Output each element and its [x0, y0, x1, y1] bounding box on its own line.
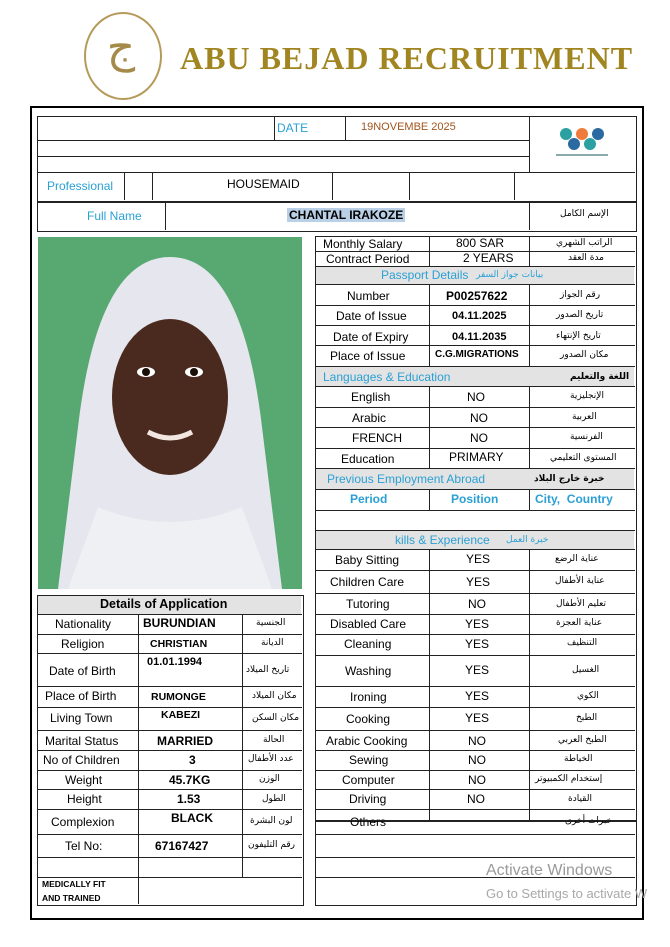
full-name-label-ar: الإسم الكامل	[560, 209, 609, 219]
app-label: No of Children	[43, 753, 120, 767]
salary-label: Monthly Salary	[323, 237, 403, 251]
activate-windows-hint: Go to Settings to activate W	[486, 886, 648, 901]
skill-value: YES	[465, 637, 490, 651]
app-label: Religion	[61, 637, 105, 651]
skill-value: NO	[467, 792, 485, 806]
skill-label-ar: عناية العجزة	[556, 618, 603, 628]
app-value: 45.7KG	[169, 773, 211, 787]
app-label-ar: رقم التليفون	[248, 840, 295, 850]
skill-value: NO	[468, 773, 486, 787]
passport-title: Passport Details	[381, 268, 469, 282]
skill-label-ar: الغسيل	[572, 665, 600, 675]
skill-value: YES	[466, 575, 491, 589]
app-label: Place of Birth	[45, 689, 117, 703]
skill-value: YES	[466, 552, 491, 566]
skill-label: Tutoring	[346, 597, 390, 611]
app-label-ar: الحالة	[263, 735, 285, 745]
arabic-label: Arabic	[352, 411, 387, 425]
app-value: 67167427	[155, 839, 209, 853]
salary-label-ar: الراتب الشهري	[556, 238, 613, 248]
french-label-ar: الفرنسية	[570, 432, 603, 442]
employment-position-header: Position	[451, 492, 499, 506]
app-label: Height	[67, 792, 102, 806]
skill-label-ar: التنظيف	[567, 638, 598, 648]
app-label: Date of Birth	[49, 664, 116, 678]
employment-title-ar: خبرة خارج البلاد	[534, 474, 605, 484]
app-label: Marital Status	[45, 734, 119, 748]
education-label: Education	[341, 452, 395, 466]
skill-label: Computer	[342, 773, 395, 787]
skill-value: NO	[468, 597, 486, 611]
expiry-date-label: Date of Expiry	[333, 330, 409, 344]
skill-label: Children Care	[330, 575, 405, 589]
skill-label-ar: تعليم الأطفال	[556, 599, 607, 609]
skill-label-ar: الكوي	[577, 691, 599, 701]
skill-value: YES	[465, 689, 490, 703]
issue-place-label-ar: مكان الصدور	[560, 350, 609, 360]
app-label-ar: الجنسية	[256, 618, 286, 628]
french-value: NO	[470, 431, 488, 445]
salary-value: 800 SAR	[456, 236, 505, 250]
company-name: ABU BEJAD RECRUITMENT	[180, 40, 634, 76]
skill-label-ar: عناية الأطفال	[555, 576, 605, 586]
activate-windows-watermark: Activate Windows	[486, 862, 613, 879]
skill-value: YES	[465, 617, 490, 631]
skills-title: kills & Experience	[395, 533, 490, 547]
issue-place-value: C.G.MIGRATIONS	[435, 349, 519, 360]
passport-number-value: P00257622	[446, 289, 508, 303]
skill-label: Ironing	[350, 690, 387, 704]
employment-title: Previous Employment Abroad	[327, 472, 486, 486]
languages-title: Languages & Education	[323, 370, 451, 384]
agency-logo-icon	[556, 124, 608, 160]
app-label: Nationality	[55, 617, 112, 631]
english-value: NO	[467, 390, 485, 404]
skill-label: Cleaning	[344, 637, 392, 651]
passport-number-label: Number	[347, 289, 390, 303]
skill-value: YES	[465, 711, 490, 725]
issue-place-label: Place of Issue	[330, 349, 406, 363]
issue-date-value: 04.11.2025	[452, 310, 507, 322]
arabic-value: NO	[470, 411, 488, 425]
passport-number-label-ar: رقم الجواز	[560, 290, 601, 300]
education-value: PRIMARY	[449, 450, 504, 464]
app-label-ar: مكان الميلاد	[252, 691, 297, 701]
issue-date-label: Date of Issue	[336, 309, 407, 323]
candidate-photo	[38, 237, 302, 589]
medical-line-2: AND TRAINED	[42, 893, 101, 903]
english-label: English	[351, 390, 391, 404]
skill-label: Cooking	[346, 712, 391, 726]
date-label: DATE	[277, 121, 309, 135]
french-label: FRENCH	[352, 431, 402, 445]
app-label-ar: الديانة	[261, 638, 284, 648]
app-value: BURUNDIAN	[143, 616, 216, 630]
contract-value: 2 YEARS	[463, 251, 514, 265]
app-value: CHRISTIAN	[150, 638, 208, 650]
professional-value: HOUSEMAID	[227, 177, 300, 191]
app-value: 3	[189, 753, 196, 767]
application-title: Details of Application	[100, 597, 228, 611]
skill-label-ar: الطبخ	[576, 713, 598, 723]
app-label-ar: الطول	[262, 794, 286, 804]
skill-value: NO	[468, 734, 486, 748]
calligraphy-logo-icon: ج	[106, 22, 136, 73]
full-name-value: CHANTAL IRAKOZE	[289, 208, 404, 222]
skill-label: Driving	[349, 792, 387, 806]
medical-line-1: MEDICALLY FIT	[42, 879, 106, 889]
skill-label: Washing	[345, 664, 392, 678]
app-value: BLACK	[171, 811, 213, 825]
arabic-label-ar: العربية	[572, 412, 597, 422]
skill-label-ar: الطبخ العربي	[558, 735, 607, 745]
skill-label: Arabic Cooking	[326, 734, 408, 748]
employment-city-header: City, Country	[535, 492, 613, 506]
skill-label-ar: القيادة	[568, 794, 592, 804]
skill-label-ar: الخياطة	[564, 754, 593, 764]
app-label-ar: تاريخ الميلاد	[246, 665, 290, 675]
expiry-date-value: 04.11.2035	[452, 331, 507, 343]
app-label: Complexion	[51, 815, 115, 829]
english-label-ar: الإنجليزية	[570, 391, 604, 401]
skills-title-ar: خبرة العمل	[506, 535, 549, 545]
skill-label: Others	[350, 815, 387, 829]
skill-label: Disabled Care	[330, 617, 407, 631]
app-label: Weight	[65, 773, 103, 787]
app-value: MARRIED	[157, 734, 213, 748]
issue-date-label-ar: تاريخ الصدور	[556, 310, 604, 320]
app-value: 1.53	[177, 792, 201, 806]
skill-label: Sewing	[349, 753, 389, 767]
skill-label-ar: إستخدام الكمبيوتر	[535, 774, 603, 784]
date-value: 19NOVEMBE 2025	[361, 121, 456, 133]
skill-label: Baby Sitting	[335, 553, 400, 567]
passport-header-bar	[316, 266, 634, 284]
header-table	[37, 116, 637, 202]
employment-period-header: Period	[350, 492, 388, 506]
passport-title-ar: بيانات جواز السفر	[476, 270, 544, 280]
app-label-ar: مكان السكن	[252, 713, 300, 723]
app-label: Living Town	[50, 711, 113, 725]
app-label-ar: الوزن	[259, 774, 280, 784]
skill-label-ar: عناية الرضع	[555, 554, 599, 564]
contract-label-ar: مدة العقد	[568, 253, 604, 263]
skill-label-ar: خبرات أخرى	[565, 816, 613, 826]
app-value: RUMONGE	[151, 691, 206, 703]
contract-label: Contract Period	[326, 252, 410, 266]
skill-value: NO	[468, 753, 486, 767]
app-label-ar: لون البشرة	[250, 816, 293, 826]
app-value: 01.01.1994	[147, 656, 203, 668]
app-label: Tel No:	[65, 839, 103, 853]
education-label-ar: المستوى التعليمي	[550, 453, 617, 463]
expiry-date-label-ar: تاريخ الإنتهاء	[556, 331, 601, 341]
full-name-label: Full Name	[87, 209, 142, 223]
professional-label: Professional	[47, 179, 114, 193]
skill-value: YES	[465, 663, 490, 677]
languages-title-ar: اللغة والتعليم	[570, 372, 630, 382]
app-label-ar: عدد الأطفال	[248, 754, 294, 764]
app-value: KABEZI	[161, 709, 201, 721]
